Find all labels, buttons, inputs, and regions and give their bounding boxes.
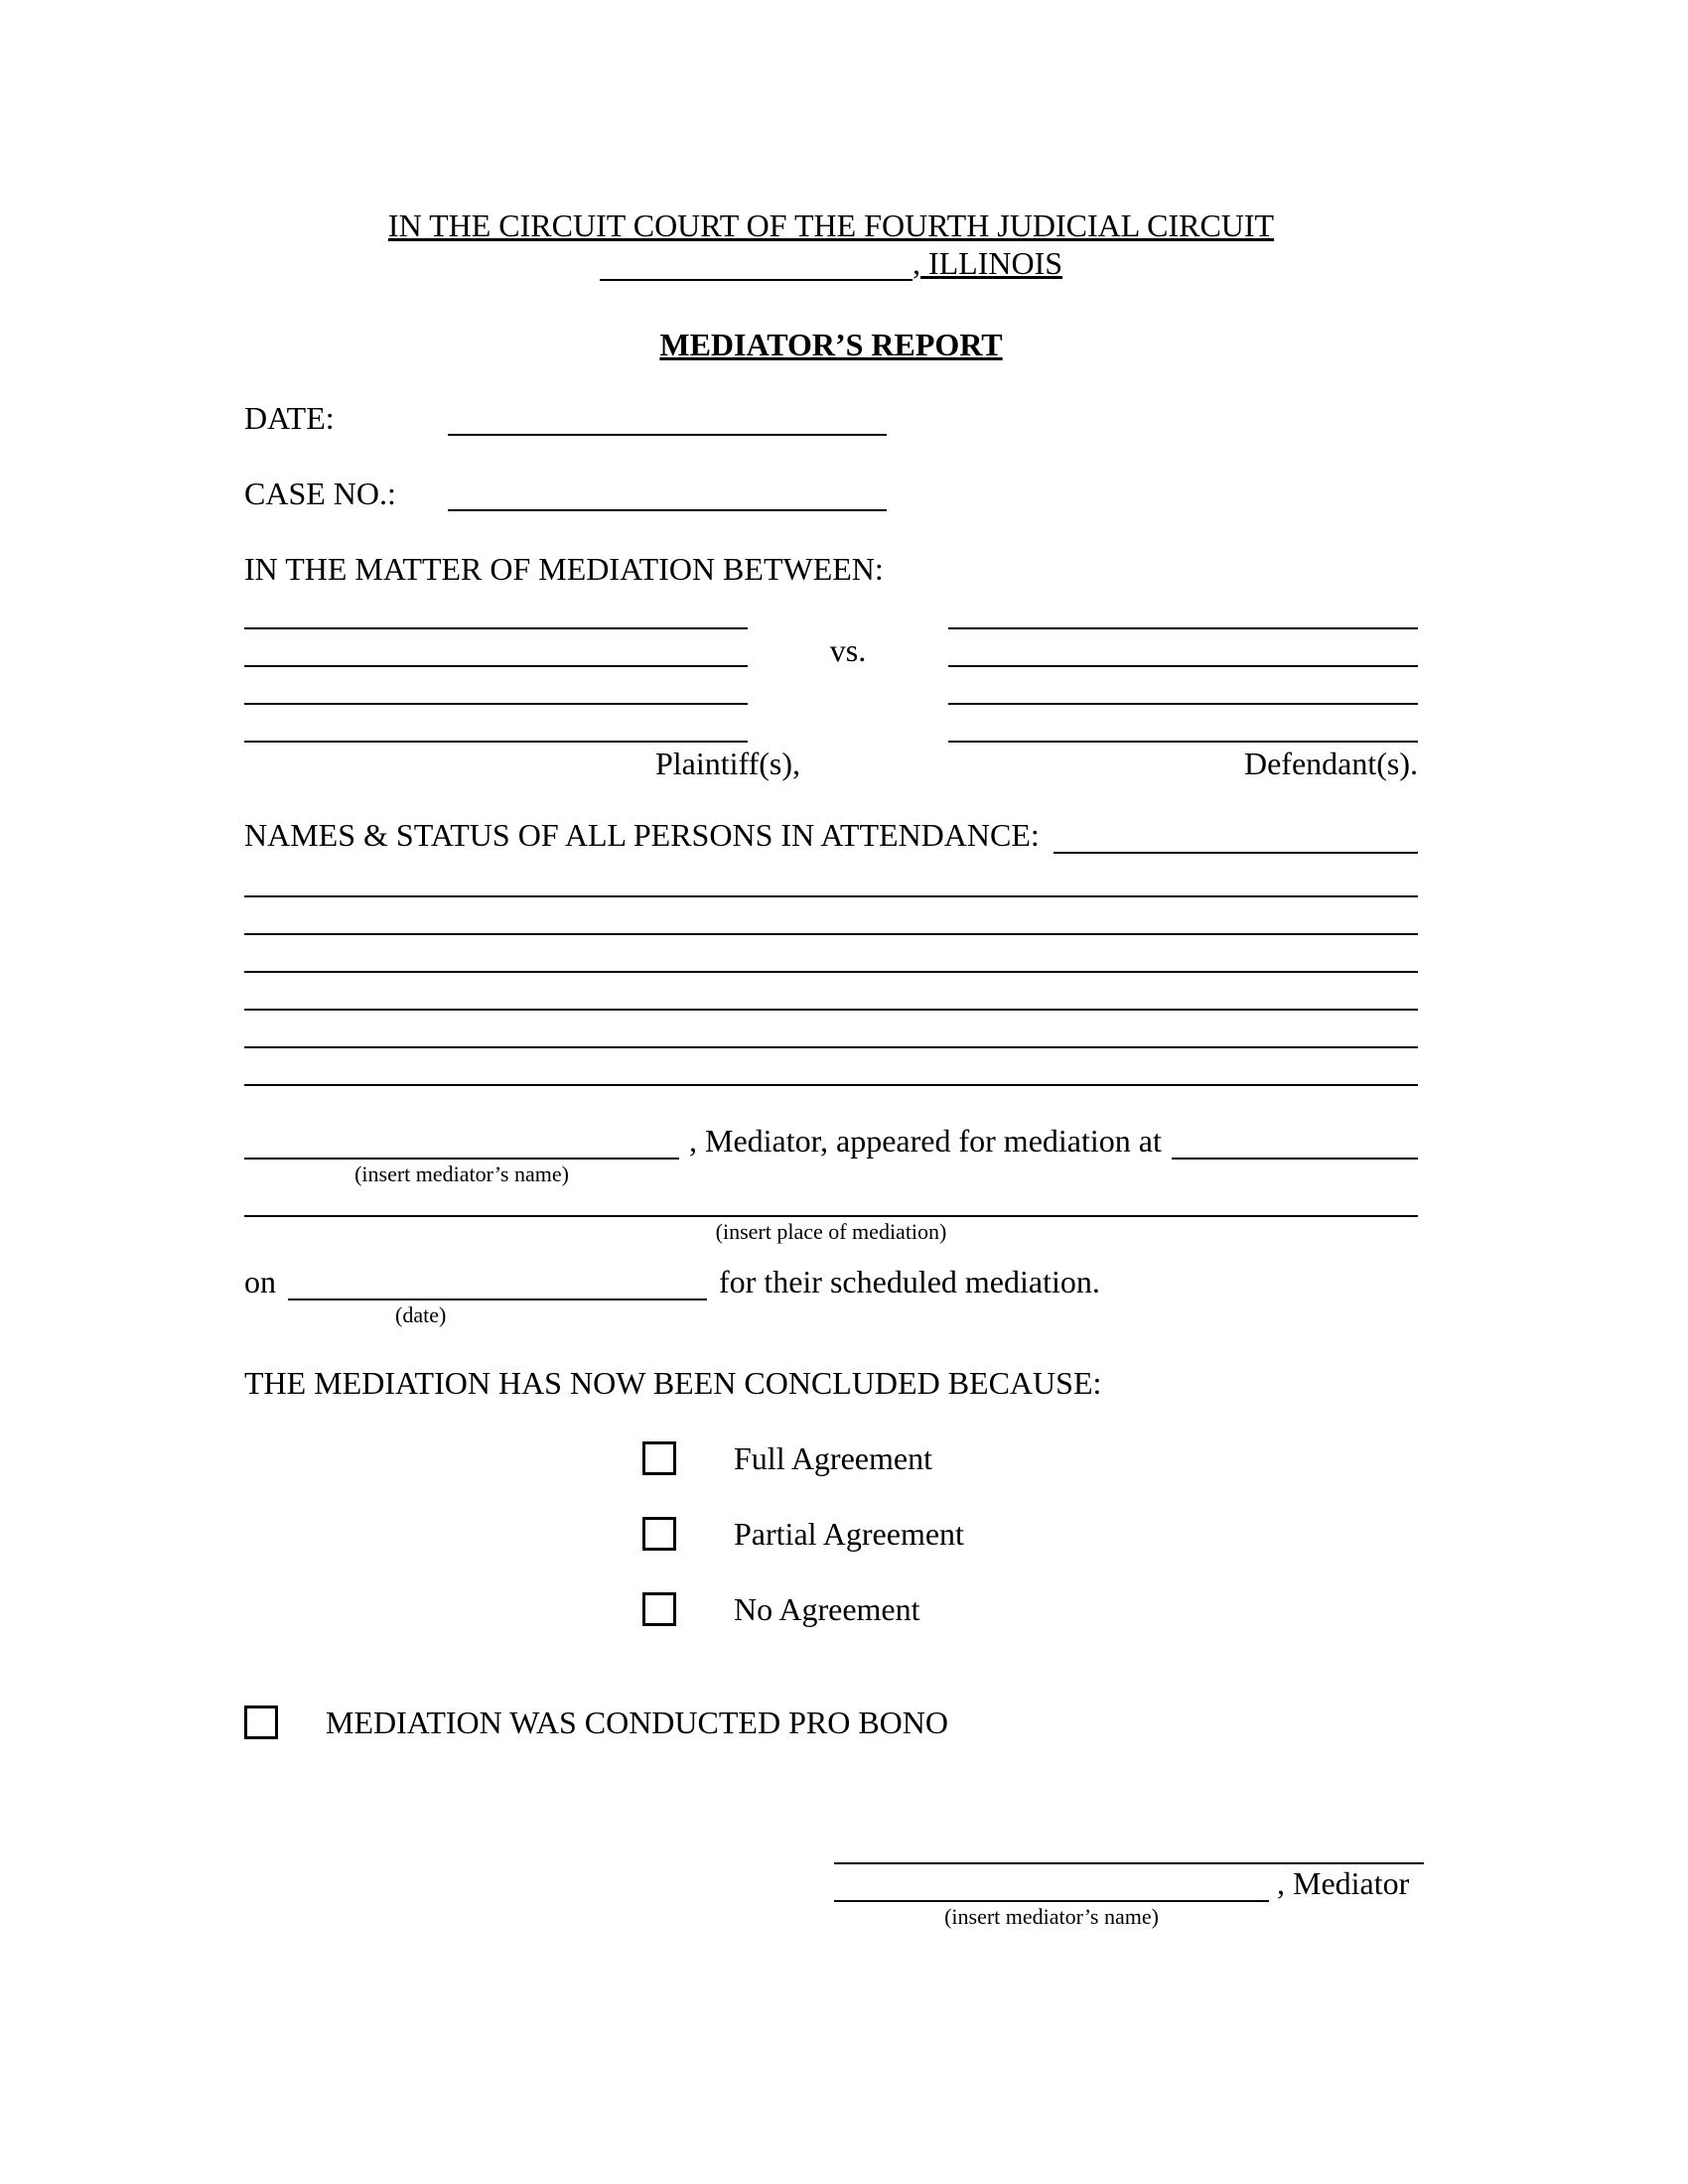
county-input[interactable] <box>600 253 913 281</box>
parties-columns <box>244 592 1418 743</box>
date-input[interactable] <box>448 408 887 436</box>
case-no-input[interactable] <box>448 483 887 511</box>
concluded-heading: THE MEDIATION HAS NOW BEEN CONCLUDED BECAUSE: <box>244 1365 1102 1401</box>
checkbox-pro-bono[interactable] <box>244 1706 278 1739</box>
attendance-input[interactable] <box>1054 816 1418 854</box>
signature-name-hint: (insert mediator’s name) <box>944 1904 1159 1929</box>
mediator-signature-input[interactable] <box>834 1844 1424 1864</box>
mediation-place-input[interactable] <box>1172 1122 1418 1160</box>
vs-cell <box>756 592 941 743</box>
mediation-date-input[interactable] <box>288 1263 707 1300</box>
mediator-printed-name-input[interactable] <box>834 1864 1269 1902</box>
case-no-label: CASE NO.: <box>244 476 396 511</box>
matter-heading: IN THE MATTER OF MEDIATION BETWEEN: <box>244 551 884 587</box>
vs-label: vs. <box>829 632 867 668</box>
party-labels-row <box>244 745 1418 782</box>
plaintiff-name-input[interactable] <box>244 592 748 629</box>
checkbox-partial-agreement[interactable] <box>642 1517 676 1551</box>
mediator-name-input[interactable] <box>244 1122 679 1160</box>
signature-block <box>834 1844 1424 1930</box>
attendance-line-input[interactable] <box>244 1048 1418 1086</box>
date-row <box>244 399 1418 437</box>
title-line <box>244 326 1418 363</box>
plaintiff-column <box>244 592 748 743</box>
checkbox-full-agreement[interactable] <box>642 1441 676 1475</box>
county-state-line <box>244 244 1418 282</box>
mediation-date-row <box>244 1263 1418 1300</box>
attendance-heading: NAMES & STATUS OF ALL PERSONS IN ATTENDANCE: <box>244 817 1040 853</box>
option-row-full-agreement <box>642 1439 1418 1477</box>
plaintiff-name-input[interactable] <box>244 629 748 667</box>
pro-bono-label: MEDIATION WAS CONDUCTED PRO BONO <box>326 1705 948 1740</box>
plaintiff-name-input[interactable] <box>244 705 748 743</box>
option-row-partial-agreement <box>642 1515 1418 1553</box>
defendant-name-input[interactable] <box>948 592 1418 629</box>
attendance-row <box>244 816 1418 854</box>
mediator-name-row <box>834 1864 1424 1902</box>
option-label-no-agreement: No Agreement <box>734 1591 920 1627</box>
place-hint: (insert place of mediation) <box>715 1219 947 1244</box>
option-label-partial-agreement: Partial Agreement <box>734 1516 964 1552</box>
checkbox-no-agreement[interactable] <box>642 1592 676 1626</box>
date-hint: (date) <box>395 1302 447 1327</box>
mediator-name-hint: (insert mediator’s name) <box>354 1161 569 1186</box>
attendance-line-input[interactable] <box>244 935 1418 973</box>
plaintiff-name-input[interactable] <box>244 667 748 705</box>
option-row-no-agreement <box>642 1590 1418 1628</box>
attendance-line-input[interactable] <box>244 860 1418 897</box>
attendance-line-input[interactable] <box>244 973 1418 1011</box>
defendant-name-input[interactable] <box>948 629 1418 667</box>
on-label: on <box>244 1264 276 1299</box>
court-heading-line <box>244 206 1418 244</box>
date-label: DATE: <box>244 400 335 436</box>
defendant-name-input[interactable] <box>948 705 1418 743</box>
plaintiff-label: Plaintiff(s), <box>654 746 800 781</box>
mediator-clause: , Mediator, appeared for mediation at <box>689 1123 1162 1159</box>
form-title: MEDIATOR’S REPORT <box>659 327 1003 362</box>
defendant-label: Defendant(s). <box>1243 746 1418 781</box>
attendance-line-input[interactable] <box>244 1011 1418 1048</box>
mediator-appearance-row <box>244 1122 1418 1160</box>
attendance-lines <box>244 860 1418 1086</box>
state-label: , ILLINOIS <box>912 245 1063 281</box>
court-heading: IN THE CIRCUIT COURT OF THE FOURTH JUDICIAL CIRCUIT <box>387 207 1275 243</box>
option-label-full-agreement: Full Agreement <box>734 1440 932 1476</box>
defendant-name-input[interactable] <box>948 667 1418 705</box>
defendant-column <box>948 592 1418 743</box>
mediator-suffix: , Mediator <box>1277 1865 1410 1901</box>
pro-bono-row <box>244 1704 1418 1741</box>
attendance-line-input[interactable] <box>244 897 1418 935</box>
scheduled-mediation-text: for their scheduled mediation. <box>719 1264 1100 1299</box>
case-no-row <box>244 475 1418 512</box>
mediation-place-continued-input[interactable] <box>244 1201 1418 1217</box>
